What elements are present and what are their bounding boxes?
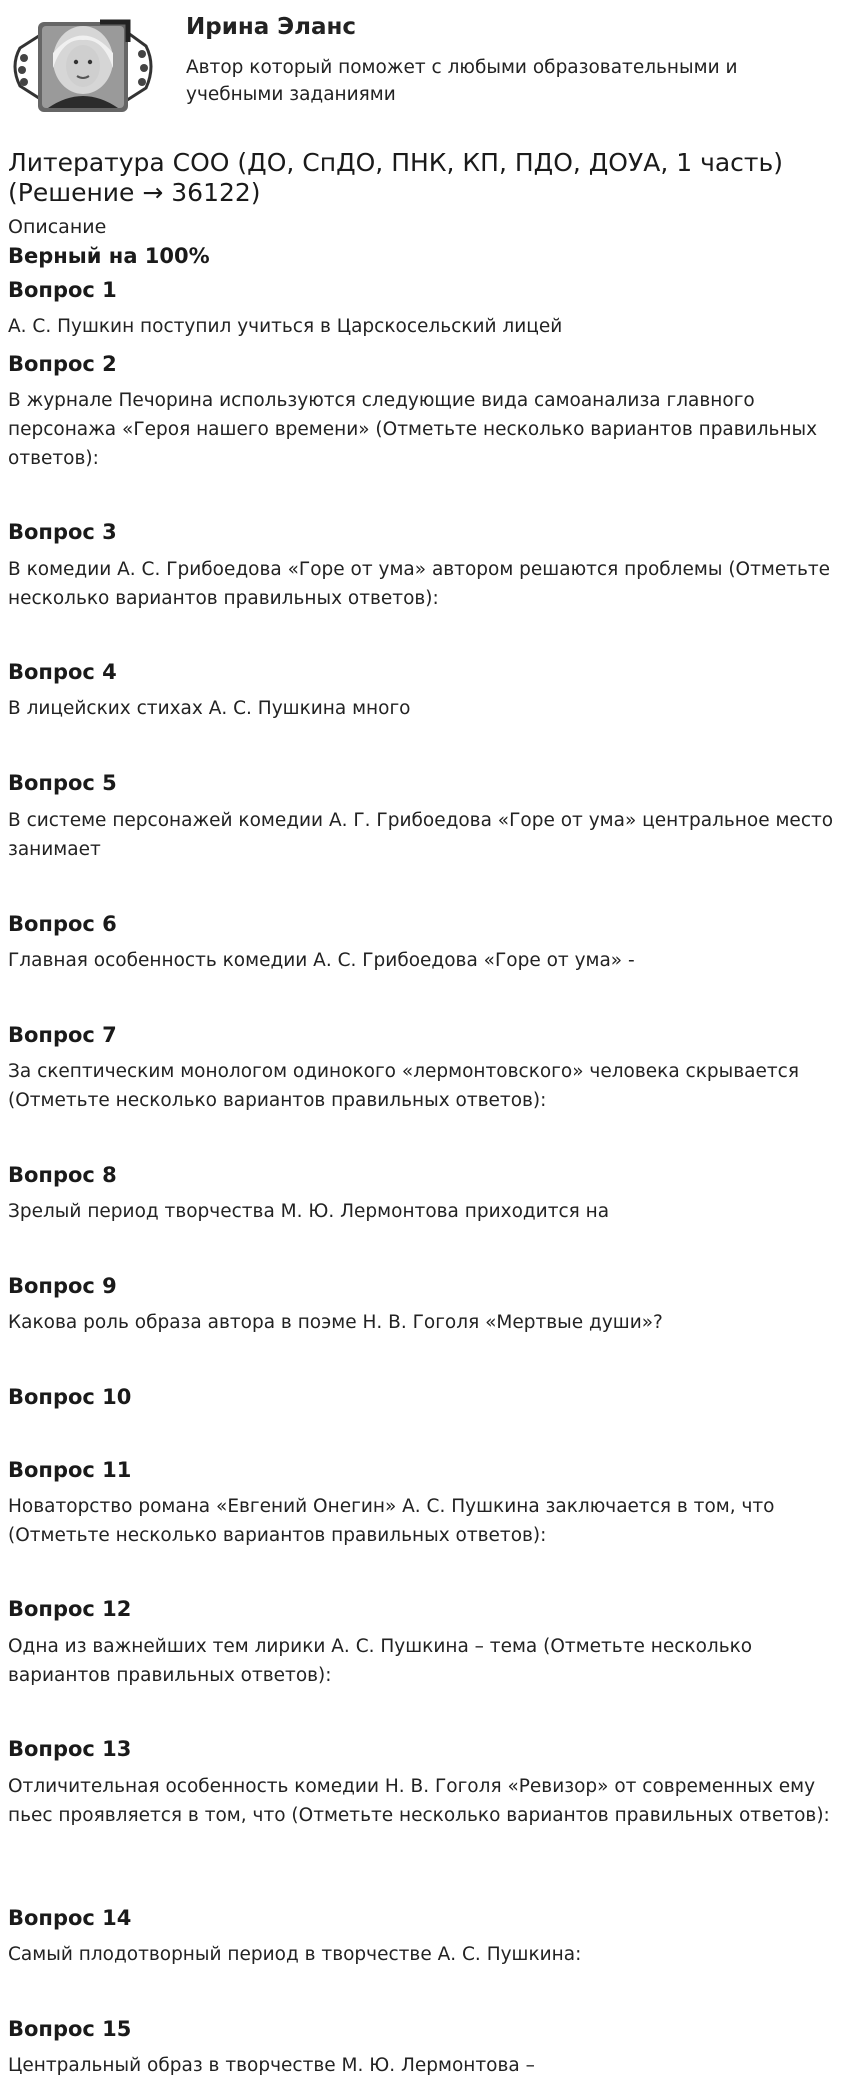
- question-text: Центральный образ в творчестве М. Ю. Лермонтова –: [8, 2055, 535, 2076]
- question-heading: Вопрос 12: [8, 1597, 132, 1621]
- page-title: Литература СОО (ДО, СпДО, ПНК, КП, ПДО, ДОУА, 1 часть) (Решение → 36122): [8, 148, 783, 207]
- question-text: Самый плодотворный период в творчестве А. С. Пушкина:: [8, 1944, 582, 1965]
- question-heading: Вопрос 2: [8, 352, 117, 376]
- question-text: А. С. Пушкин поступил учиться в Царскосельский лицей: [8, 316, 563, 337]
- question-text: В системе персонажей комедии А. Г. Грибоедова «Горе от ума» центральное место занимает: [8, 810, 834, 860]
- question-text: В комедии А. С. Грибоедова «Горе от ума» автором решаются проблемы (Отметьте несколько вариантов правильных ответов):: [8, 559, 831, 609]
- author-avatar: [8, 8, 158, 126]
- question-text: Зрелый период творчества М. Ю. Лермонтова приходится на: [8, 1201, 610, 1222]
- question-text: Отличительная особенность комедии Н. В. Гоголя «Ревизор» от современных ему пьес проявляется в том, что (Отметьте несколько вариантов правильных ответов):: [8, 1776, 830, 1826]
- question-heading: Вопрос 10: [8, 1385, 132, 1409]
- question-heading: Вопрос 15: [8, 2017, 132, 2041]
- question-heading: Вопрос 11: [8, 1458, 132, 1482]
- question-text: В лицейских стихах А. С. Пушкина много: [8, 698, 411, 719]
- question-heading: Вопрос 7: [8, 1023, 117, 1047]
- question-heading: Вопрос 9: [8, 1274, 117, 1298]
- question-text: Одна из важнейших тем лирики А. С. Пушкина – тема (Отметьте несколько вариантов правильных ответов):: [8, 1636, 753, 1686]
- author-name[interactable]: Ирина Эланс: [186, 14, 357, 40]
- question-heading: Вопрос 14: [8, 1906, 132, 1930]
- question-heading: Вопрос 1: [8, 278, 117, 302]
- author-description: Автор который поможет с любыми образовательными и учебными заданиями: [186, 57, 738, 105]
- question-text: Новаторство романа «Евгений Онегин» А. С. Пушкина заключается в том, что (Отметьте несколько вариантов правильных ответов):: [8, 1496, 775, 1546]
- question-heading: Вопрос 4: [8, 660, 117, 684]
- question-heading: Вопрос 5: [8, 771, 117, 795]
- question-heading: Вопрос 6: [8, 912, 117, 936]
- question-heading: Вопрос 13: [8, 1737, 132, 1761]
- accuracy-badge: Верный на 100%: [8, 244, 210, 268]
- question-text: Главная особенность комедии А. С. Грибоедова «Горе от ума» -: [8, 950, 635, 971]
- description-label: Описание: [8, 216, 107, 238]
- question-text: Какова роль образа автора в поэме Н. В. Гоголя «Мертвые души»?: [8, 1312, 663, 1333]
- question-heading: Вопрос 3: [8, 520, 117, 544]
- question-heading: Вопрос 8: [8, 1163, 117, 1187]
- question-text: За скептическим монологом одинокого «лермонтовского» человека скрывается (Отметьте несколько вариантов правильных ответов):: [8, 1061, 799, 1111]
- question-text: В журнале Печорина используются следующие вида самоанализа главного персонажа «Героя нашего времени» (Отметьте несколько вариантов правильных ответов):: [8, 390, 818, 469]
- author-card: [8, 4, 838, 124]
